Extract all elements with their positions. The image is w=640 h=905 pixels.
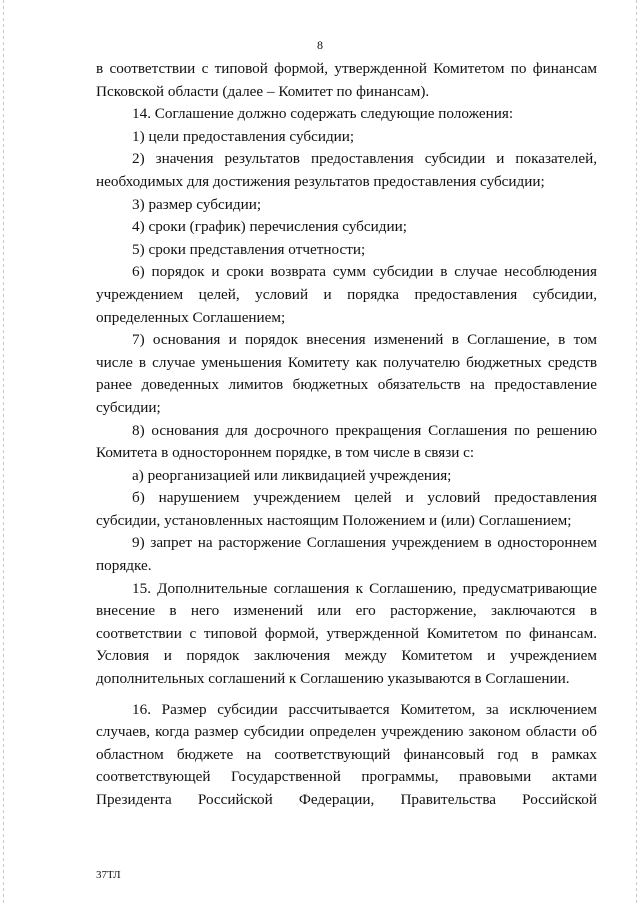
list-item-7: 7) основания и порядок внесения изменений в Соглашение, в том числе в случае уменьшения Комитету как получателю бюджетных средств ранее доведенных лимитов бюджетных обязательств на предоставление субсидии;: [96, 331, 597, 416]
list-item-5: 5) сроки представления отчетности;: [132, 240, 366, 258]
list-item-8a: а) реорганизацией или ликвидацией учреждения;: [132, 466, 452, 484]
list-item-6: 6) порядок и сроки возврата сумм субсидии в случае несоблюдения учреждением целей, условий и порядка предоставления субсидии, определенных Соглашением;: [96, 263, 597, 326]
list-item-1: 1) цели предоставления субсидии;: [132, 127, 355, 145]
paragraph-14-heading: 14. Соглашение должно содержать следующие положения:: [132, 105, 514, 123]
list-item-9: 9) запрет на расторжение Соглашения учреждением в одностороннем порядке.: [96, 534, 597, 575]
footer-code: 37ТЛ: [96, 869, 121, 881]
scan-edge-right: [636, 0, 637, 905]
list-item-2: 2) значения результатов предоставления субсидии и показателей, необходимых для достижения результатов предоставления субсидии;: [96, 150, 597, 190]
list-item-4: 4) сроки (график) перечисления субсидии;: [132, 218, 407, 236]
paragraph-16: 16. Размер субсидии рассчитывается Комитетом, за исключением случаев, когда размер субсидии определен учреждению законом области об областном бюджете на соответствующий финансовый год в рамках соответствующей Государственной программы, правовыми актами Президента Российской Федерации, Правительства Российской: [96, 700, 597, 808]
body-text: [96, 58, 597, 812]
list-item-8b: б) нарушением учреждением целей и условий предоставления субсидии, установленных настоящим Положением и (или) Соглашением;: [96, 489, 597, 529]
page-number: 8: [317, 38, 323, 52]
paragraph-15: 15. Дополнительные соглашения к Соглашению, предусматривающие внесение в него изменений или его расторжение, заключаются в соответствии с типовой формой, утвержденной Комитетом по финансам. Условия и порядок заключения между Комитетом и учреждением дополнительных соглашений к Соглашению указываются в Соглашении.: [96, 579, 597, 688]
scan-edge-left: [3, 0, 4, 905]
list-item-8: 8) основания для досрочного прекращения Соглашения по решению Комитета в одностороннем порядке, в том числе в связи с:: [96, 421, 597, 462]
list-item-3: 3) размер субсидии;: [132, 195, 262, 213]
paragraph-continuation: в соответствии с типовой формой, утвержденной Комитетом по финансам Псковской области (далее – Комитет по финансам).: [96, 60, 597, 100]
